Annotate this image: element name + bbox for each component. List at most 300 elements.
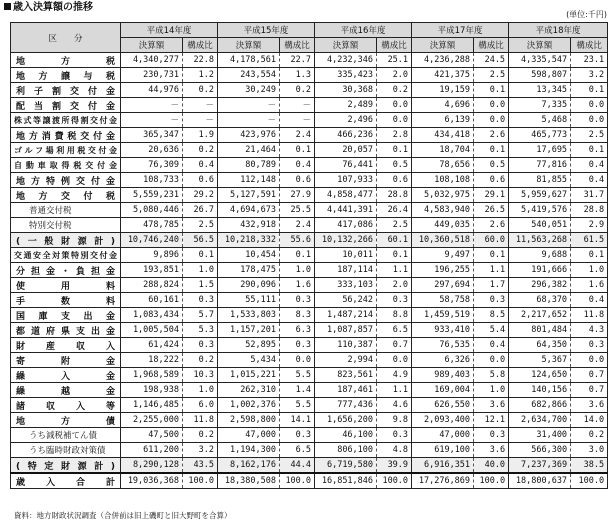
ratio-cell: 1.1 — [474, 263, 509, 278]
amount-cell: 5,080,446 — [121, 203, 183, 218]
amount-cell: 2,217,652 — [509, 308, 571, 323]
amount-cell: 8,290,128 — [121, 458, 183, 474]
amount-cell: 6,326 — [412, 353, 474, 368]
ratio-cell: 0.3 — [280, 293, 315, 308]
amount-cell: 2,093,400 — [412, 413, 474, 428]
ratio-cell: 0.1 — [280, 248, 315, 263]
table-row — [11, 338, 608, 353]
amount-cell: 5,468 — [509, 113, 571, 128]
row-label: 地方特例交付金 — [11, 173, 121, 188]
amount-cell: 18,704 — [412, 143, 474, 158]
amount-cell: 5,434 — [218, 353, 280, 368]
amount-cell: 288,824 — [121, 278, 183, 293]
ratio-cell: 2.0 — [377, 68, 412, 83]
ratio-cell: 25.1 — [377, 53, 412, 68]
amount-cell: 4,858,477 — [315, 188, 377, 203]
row-label: 寄 附 金 — [11, 353, 121, 368]
ratio-cell: 0.7 — [571, 368, 608, 383]
amount-cell: 2,994 — [315, 353, 377, 368]
amount-cell: 1,968,589 — [121, 368, 183, 383]
table-row — [11, 98, 608, 113]
amount-cell: 1,002,376 — [218, 398, 280, 413]
amount-cell: 4,441,391 — [315, 203, 377, 218]
amount-cell: 21,464 — [218, 143, 280, 158]
amount-cell: 10,218,332 — [218, 233, 280, 248]
ratio-cell: 0.3 — [474, 428, 509, 443]
amount-cell: 20,057 — [315, 143, 377, 158]
amount-cell: 52,895 — [218, 338, 280, 353]
table-header — [11, 23, 608, 53]
amount-cell: 6,916,351 — [412, 458, 474, 474]
ratio-header: 構成比 — [280, 38, 315, 53]
ratio-cell: 0.7 — [377, 338, 412, 353]
ratio-cell: 12.1 — [474, 413, 509, 428]
ratio-cell: 31.7 — [571, 188, 608, 203]
amount-cell: 18,800,637 — [509, 473, 571, 489]
ratio-cell: 0.5 — [474, 158, 509, 173]
amount-cell: － — [218, 98, 280, 113]
amount-cell: 7,335 — [509, 98, 571, 113]
ratio-cell: 5.5 — [280, 368, 315, 383]
amount-cell: 5,559,231 — [121, 188, 183, 203]
amount-cell: 17,276,869 — [412, 473, 474, 489]
amount-cell: 1,083,434 — [121, 308, 183, 323]
row-label: 自動車取得税交付金 — [11, 158, 121, 173]
row-label: 繰 入 金 — [11, 368, 121, 383]
amount-cell: 1,194,300 — [218, 443, 280, 458]
amount-cell: 18,222 — [121, 353, 183, 368]
ratio-cell: 56.5 — [183, 233, 218, 248]
ratio-cell: 100.0 — [183, 473, 218, 489]
table-row — [11, 143, 608, 158]
table-row — [11, 278, 608, 293]
ratio-cell: 0.1 — [280, 143, 315, 158]
amount-cell: 19,159 — [412, 83, 474, 98]
ratio-cell: 6.5 — [377, 323, 412, 338]
amount-cell: 1,146,485 — [121, 398, 183, 413]
amount-cell: 2,496 — [315, 113, 377, 128]
amount-cell: 47,500 — [121, 428, 183, 443]
ratio-cell: 1.0 — [280, 263, 315, 278]
amount-cell: 801,484 — [509, 323, 571, 338]
amount-cell: 55,111 — [218, 293, 280, 308]
ratio-cell: 9.8 — [377, 413, 412, 428]
table-row — [11, 53, 608, 68]
row-label: ゴルフ場利用税交付金 — [11, 143, 121, 158]
row-label: 地方譲与税 — [11, 68, 121, 83]
amount-cell: 423,976 — [218, 128, 280, 143]
amount-cell: 777,436 — [315, 398, 377, 413]
amount-cell: 10,011 — [315, 248, 377, 263]
ratio-cell: 0.3 — [474, 293, 509, 308]
amount-cell: 335,423 — [315, 68, 377, 83]
ratio-cell: 0.4 — [571, 173, 608, 188]
amount-cell: 434,418 — [412, 128, 474, 143]
ratio-cell: 0.4 — [280, 158, 315, 173]
amount-cell: 187,114 — [315, 263, 377, 278]
row-label: 繰 越 金 — [11, 383, 121, 398]
amount-cell: 140,156 — [509, 383, 571, 398]
amount-cell: 9,688 — [509, 248, 571, 263]
table-row — [11, 368, 608, 383]
ratio-cell: 26.5 — [474, 203, 509, 218]
amount-cell: 58,758 — [412, 293, 474, 308]
kubun-header: 区 分 — [11, 23, 121, 53]
amount-cell: 108,733 — [121, 173, 183, 188]
ratio-cell: 2.9 — [571, 218, 608, 233]
ratio-cell: 1.5 — [183, 278, 218, 293]
amount-cell: 44,976 — [121, 83, 183, 98]
year-header: 平成18年度 — [509, 23, 608, 38]
amount-cell: 933,410 — [412, 323, 474, 338]
amount-cell: 56,242 — [315, 293, 377, 308]
ratio-cell: 0.4 — [571, 158, 608, 173]
ratio-header: 構成比 — [474, 38, 509, 53]
ratio-cell: 0.0 — [474, 98, 509, 113]
amount-cell: 2,634,700 — [509, 413, 571, 428]
amount-cell: 333,103 — [315, 278, 377, 293]
amount-cell: 1,157,201 — [218, 323, 280, 338]
amount-cell: 76,309 — [121, 158, 183, 173]
ratio-cell: 0.0 — [571, 98, 608, 113]
amount-cell: 6,719,580 — [315, 458, 377, 474]
table-row — [11, 428, 608, 443]
amount-cell: 365,347 — [121, 128, 183, 143]
unit-label: (単位:千円) — [566, 10, 607, 19]
ratio-cell: 39.9 — [377, 458, 412, 474]
amount-cell: 193,851 — [121, 263, 183, 278]
revenue-table — [10, 22, 608, 489]
ratio-cell: 5.5 — [280, 398, 315, 413]
amount-cell: 1,005,504 — [121, 323, 183, 338]
ratio-cell: 100.0 — [571, 473, 608, 489]
year-header: 平成15年度 — [218, 23, 315, 38]
year-header: 平成17年度 — [412, 23, 509, 38]
amount-cell: 682,866 — [509, 398, 571, 413]
ratio-cell: 0.0 — [280, 353, 315, 368]
amount-header: 決算額 — [509, 38, 571, 53]
ratio-cell: 0.1 — [474, 248, 509, 263]
ratio-cell: 1.0 — [183, 383, 218, 398]
row-label: 交通安全対策特別交付金 — [11, 248, 121, 263]
amount-cell: 626,550 — [412, 398, 474, 413]
table-row — [11, 383, 608, 398]
ratio-cell: 0.4 — [183, 158, 218, 173]
ratio-cell: 1.6 — [280, 278, 315, 293]
amount-cell: 1,656,200 — [315, 413, 377, 428]
amount-cell: 566,300 — [509, 443, 571, 458]
ratio-cell: 0.1 — [571, 83, 608, 98]
ratio-cell: 22.8 — [183, 53, 218, 68]
amount-cell: 6,139 — [412, 113, 474, 128]
ratio-cell: 0.0 — [571, 113, 608, 128]
amount-cell: 108,108 — [412, 173, 474, 188]
amount-cell: 196,255 — [412, 263, 474, 278]
ratio-cell: 0.6 — [280, 173, 315, 188]
amount-cell: 5,367 — [509, 353, 571, 368]
amount-cell: 4,232,346 — [315, 53, 377, 68]
amount-cell: 4,236,288 — [412, 53, 474, 68]
amount-cell: 78,656 — [412, 158, 474, 173]
row-label: 財産収入 — [11, 338, 121, 353]
ratio-cell: 14.1 — [280, 413, 315, 428]
ratio-cell: 0.1 — [377, 248, 412, 263]
row-label: 地方消費税交付金 — [11, 128, 121, 143]
row-label: 諸 収 入 等 — [11, 398, 121, 413]
ratio-cell: 3.2 — [183, 443, 218, 458]
ratio-cell: 0.1 — [183, 248, 218, 263]
amount-cell: 9,896 — [121, 248, 183, 263]
ratio-cell: 1.1 — [377, 383, 412, 398]
ratio-cell: 8.8 — [377, 308, 412, 323]
ratio-cell: 26.4 — [377, 203, 412, 218]
amount-cell: 107,933 — [315, 173, 377, 188]
ratio-cell: 2.0 — [377, 278, 412, 293]
ratio-cell: 28.8 — [571, 203, 608, 218]
amount-cell: 5,127,591 — [218, 188, 280, 203]
table-row — [11, 173, 608, 188]
ratio-cell: 100.0 — [280, 473, 315, 489]
subtotal-row — [11, 233, 608, 248]
ratio-cell: 0.3 — [377, 428, 412, 443]
ratio-cell: 0.2 — [183, 428, 218, 443]
ratio-cell: 8.5 — [474, 308, 509, 323]
amount-cell: 1,015,221 — [218, 368, 280, 383]
ratio-cell: 0.3 — [183, 293, 218, 308]
ratio-cell: 40.0 — [474, 458, 509, 474]
amount-cell: 76,441 — [315, 158, 377, 173]
amount-cell: 823,561 — [315, 368, 377, 383]
ratio-cell: － — [183, 113, 218, 128]
ratio-cell: 11.8 — [183, 413, 218, 428]
amount-cell: 540,051 — [509, 218, 571, 233]
amount-cell: 290,096 — [218, 278, 280, 293]
row-label: 歳 入 合 計 — [11, 473, 121, 489]
amount-cell: 10,360,518 — [412, 233, 474, 248]
amount-header: 決算額 — [412, 38, 474, 53]
amount-cell: 47,000 — [218, 428, 280, 443]
amount-cell: 297,694 — [412, 278, 474, 293]
ratio-header: 構成比 — [183, 38, 218, 53]
subtotal-row — [11, 458, 608, 474]
ratio-cell: 1.1 — [377, 263, 412, 278]
ratio-cell: 0.3 — [183, 338, 218, 353]
amount-cell: 124,650 — [509, 368, 571, 383]
amount-cell: 4,696 — [412, 98, 474, 113]
amount-cell: 432,918 — [218, 218, 280, 233]
ratio-cell: 2.8 — [377, 128, 412, 143]
amount-cell: 8,162,176 — [218, 458, 280, 474]
amount-header: 決算額 — [218, 38, 280, 53]
ratio-cell: 24.5 — [474, 53, 509, 68]
amount-cell: 13,345 — [509, 83, 571, 98]
ratio-cell: 0.0 — [571, 353, 608, 368]
table-row — [11, 113, 608, 128]
ratio-cell: 55.6 — [280, 233, 315, 248]
ratio-cell: 0.2 — [377, 83, 412, 98]
ratio-cell: 1.6 — [571, 278, 608, 293]
amount-cell: 11,563,268 — [509, 233, 571, 248]
ratio-cell: 1.0 — [571, 263, 608, 278]
page-title — [4, 2, 93, 14]
ratio-cell: 1.0 — [474, 383, 509, 398]
ratio-cell: 4.8 — [377, 443, 412, 458]
ratio-cell: 0.2 — [183, 143, 218, 158]
table-row — [11, 188, 608, 203]
ratio-cell: 5.4 — [474, 323, 509, 338]
ratio-cell: 0.3 — [280, 428, 315, 443]
amount-cell: 68,370 — [509, 293, 571, 308]
ratio-cell: 27.9 — [280, 188, 315, 203]
ratio-cell: 1.2 — [183, 68, 218, 83]
amount-cell: 31,400 — [509, 428, 571, 443]
row-label: 地方交付税 — [11, 188, 121, 203]
ratio-cell: 2.4 — [280, 218, 315, 233]
amount-cell: 2,598,800 — [218, 413, 280, 428]
row-label: 使 用 料 — [11, 278, 121, 293]
row-label: 特別交付税 — [11, 218, 121, 233]
amount-cell: 16,851,846 — [315, 473, 377, 489]
row-label: 分担金・負担金 — [11, 263, 121, 278]
amount-cell: 30,368 — [315, 83, 377, 98]
ratio-cell: 6.0 — [183, 398, 218, 413]
table-body — [11, 53, 608, 489]
ratio-cell: 29.2 — [183, 188, 218, 203]
ratio-cell: 60.0 — [474, 233, 509, 248]
ratio-cell: 1.0 — [183, 263, 218, 278]
year-header: 平成14年度 — [121, 23, 218, 38]
amount-cell: 7,237,369 — [509, 458, 571, 474]
amount-cell: 2,255,000 — [121, 413, 183, 428]
amount-cell: 4,694,673 — [218, 203, 280, 218]
ratio-cell: 0.1 — [377, 143, 412, 158]
ratio-cell: 2.6 — [474, 128, 509, 143]
table-row — [11, 443, 608, 458]
row-label: 都道府県支出金 — [11, 323, 121, 338]
ratio-cell: 0.0 — [474, 353, 509, 368]
amount-cell: 18,380,508 — [218, 473, 280, 489]
amount-cell: 243,554 — [218, 68, 280, 83]
ratio-cell: 0.6 — [183, 173, 218, 188]
ratio-cell: － — [280, 113, 315, 128]
ratio-cell: 3.6 — [474, 443, 509, 458]
ratio-cell: 0.6 — [474, 173, 509, 188]
table-row — [11, 68, 608, 83]
ratio-cell: 4.3 — [571, 323, 608, 338]
source-note: 資料：地方財政状況調査（合併前は旧上磯町と旧大野町を合算） — [14, 511, 232, 520]
ratio-cell: 0.1 — [474, 143, 509, 158]
ratio-cell: 5.3 — [183, 323, 218, 338]
row-label: (特定財源計) — [11, 458, 121, 474]
amount-cell: 187,461 — [315, 383, 377, 398]
ratio-cell: 2.4 — [280, 128, 315, 143]
amount-cell: 9,497 — [412, 248, 474, 263]
ratio-cell: 1.7 — [474, 278, 509, 293]
amount-cell: 2,489 — [315, 98, 377, 113]
amount-cell: 1,487,214 — [315, 308, 377, 323]
amount-header: 決算額 — [121, 38, 183, 53]
amount-cell: 64,350 — [509, 338, 571, 353]
table-row — [11, 353, 608, 368]
ratio-cell: 0.3 — [280, 338, 315, 353]
ratio-cell: 3.6 — [571, 398, 608, 413]
row-label: (一般財源計) — [11, 233, 121, 248]
amount-cell: 77,816 — [509, 158, 571, 173]
row-label: うち臨時財政対策債 — [11, 443, 121, 458]
ratio-cell: 0.2 — [571, 428, 608, 443]
amount-header: 決算額 — [315, 38, 377, 53]
ratio-cell: 0.6 — [377, 173, 412, 188]
ratio-cell: － — [183, 98, 218, 113]
amount-cell: 169,004 — [412, 383, 474, 398]
amount-cell: 466,236 — [315, 128, 377, 143]
table-row — [11, 293, 608, 308]
amount-cell: 5,959,627 — [509, 188, 571, 203]
row-label: 配当割交付金 — [11, 98, 121, 113]
row-label: 地 方 税 — [11, 53, 121, 68]
amount-cell: － — [121, 98, 183, 113]
row-label: 手 数 料 — [11, 293, 121, 308]
ratio-cell: 0.1 — [571, 143, 608, 158]
ratio-cell: 0.4 — [474, 338, 509, 353]
amount-cell: 80,789 — [218, 158, 280, 173]
ratio-cell: 2.5 — [183, 218, 218, 233]
ratio-cell: 2.5 — [571, 128, 608, 143]
amount-cell: 191,666 — [509, 263, 571, 278]
ratio-cell: 23.1 — [571, 53, 608, 68]
amount-cell: 619,100 — [412, 443, 474, 458]
amount-cell: 598,807 — [509, 68, 571, 83]
row-label: 利子割交付金 — [11, 83, 121, 98]
ratio-cell: 0.0 — [377, 353, 412, 368]
amount-cell: 296,382 — [509, 278, 571, 293]
ratio-cell: 100.0 — [377, 473, 412, 489]
amount-cell: 19,036,368 — [121, 473, 183, 489]
ratio-cell: 29.1 — [474, 188, 509, 203]
amount-cell: 76,535 — [412, 338, 474, 353]
amount-cell: 1,087,857 — [315, 323, 377, 338]
table-row — [11, 83, 608, 98]
ratio-cell: 0.3 — [571, 338, 608, 353]
row-label: 普通交付税 — [11, 203, 121, 218]
table-row — [11, 398, 608, 413]
row-label: うち減税補てん債 — [11, 428, 121, 443]
amount-cell: 1,459,519 — [412, 308, 474, 323]
ratio-cell: 25.5 — [280, 203, 315, 218]
amount-cell: 46,100 — [315, 428, 377, 443]
ratio-cell: 26.7 — [183, 203, 218, 218]
ratio-cell: 0.4 — [571, 293, 608, 308]
amount-cell: 20,636 — [121, 143, 183, 158]
table-row — [11, 203, 608, 218]
amount-cell: 198,938 — [121, 383, 183, 398]
ratio-cell: 14.0 — [571, 413, 608, 428]
amount-cell: 5,419,576 — [509, 203, 571, 218]
ratio-header: 構成比 — [377, 38, 412, 53]
amount-cell: 230,731 — [121, 68, 183, 83]
row-label: 国庫支出金 — [11, 308, 121, 323]
ratio-header: 構成比 — [571, 38, 608, 53]
ratio-cell: 11.8 — [571, 308, 608, 323]
ratio-cell: 1.3 — [280, 68, 315, 83]
amount-cell: 611,200 — [121, 443, 183, 458]
amount-cell: 60,161 — [121, 293, 183, 308]
ratio-cell: 5.7 — [183, 308, 218, 323]
amount-cell: 465,773 — [509, 128, 571, 143]
ratio-cell: 0.0 — [377, 113, 412, 128]
ratio-cell: 61.5 — [571, 233, 608, 248]
ratio-cell: 100.0 — [474, 473, 509, 489]
